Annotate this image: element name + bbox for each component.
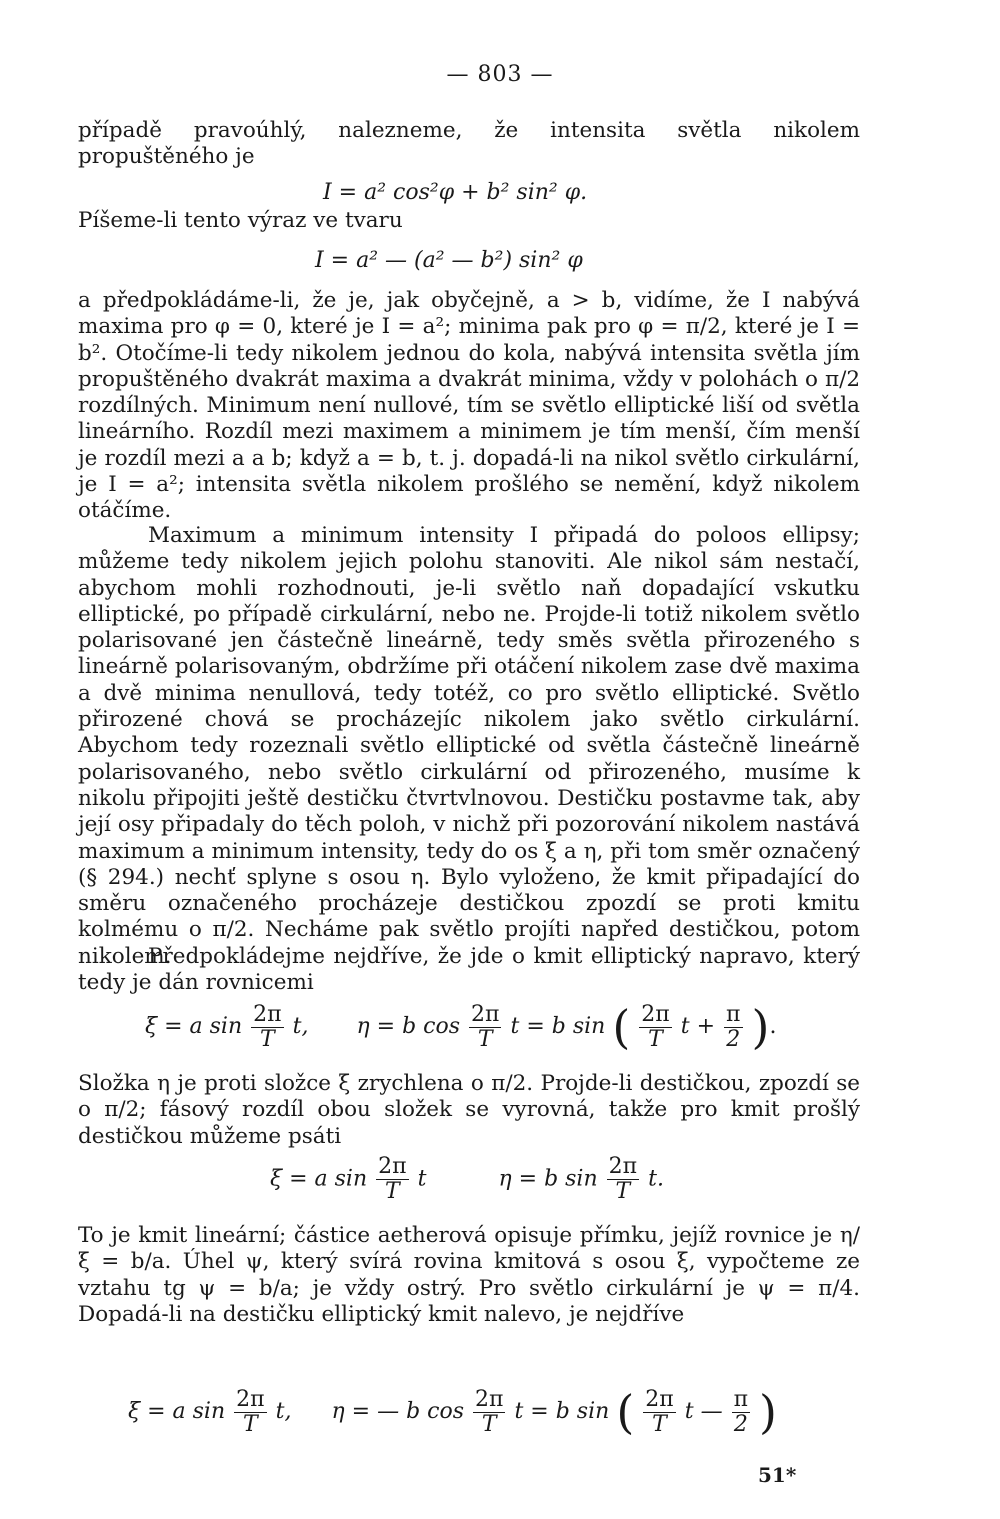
eq5-frac-3-den: T <box>652 1411 667 1437</box>
eq5-frac-4 <box>732 1388 750 1437</box>
eq3-eta-lhs: η = b cos <box>356 1014 461 1039</box>
eq4-frac-1-den: T <box>385 1179 400 1204</box>
eq5-mid: t = b sin <box>514 1399 610 1424</box>
equation-linear-result <box>270 1155 1000 1204</box>
eq5-frac-2-num: 2π <box>475 1386 504 1412</box>
eq3-end: . <box>769 1014 777 1039</box>
eq3-frac-1-den: T <box>260 1026 275 1052</box>
paragraph-7: To je kmit lineární; částice aetherová opisuje přímku, jejíž rovnice je η/ξ = b/a. Úhel ψ, který svírá rovina kmitová s osou ξ, vypočteme ze vztahu tg ψ = b/a; je vždy ostrý. Pro světlo cirkulární je ψ = π/4. Dopadá-li na destičku elliptický kmit nalevo, je nejdříve <box>78 1223 860 1327</box>
eq3-frac-4 <box>724 1003 742 1052</box>
eq5-frac-2-den: T <box>481 1411 497 1437</box>
eq3-frac-3 <box>639 1003 671 1052</box>
eq4-frac-2-den: T <box>615 1179 631 1204</box>
eq3-paren-open: ( <box>612 1000 631 1054</box>
page-number: — 803 — <box>446 62 554 87</box>
eq3-frac-1-num: 2π <box>253 1001 282 1027</box>
eq3-paren-close: ) <box>751 1000 770 1054</box>
eq5-frac-1-den: T <box>243 1411 258 1437</box>
eq3-frac-2-den: T <box>477 1026 493 1052</box>
paragraph-1: případě pravoúhlý, nalezneme, že intensita světla nikolem propuštěného je <box>78 118 860 170</box>
eq4-t1: t <box>417 1166 427 1192</box>
paragraph-3: a předpokládáme-li, že je, jak obyčejně, a > b, vidíme, že I nabývá maxima pro φ = 0, které je I = a²; minima pak pro φ = π/2, které je I = b². Otočíme-li tedy nikolem jednou do kola, nabývá intensita světla jím propuštěného dvakrát maxima a dvakrát minima, vždy v polohách o π/2 rozdílných. Minimum není nullové, tím se světlo elliptické liší od světla lineárního. Rozdíl mezi maximem a minimem je tím menší, čím menší je rozdíl mezi a a b; když a = b, t. j. dopadá-li na nikol světlo cirkulární, je I = a²; intensita světla nikolem prošlého se nemění, když nikolem otáčíme. <box>78 288 860 524</box>
eq3-t2: t + <box>680 1014 716 1039</box>
eq5-t2: t — <box>684 1399 723 1424</box>
eq3-frac-2-num: 2π <box>471 1001 500 1027</box>
eq4-frac-2-num: 2π <box>608 1154 638 1179</box>
eq5-frac-1-num: 2π <box>236 1386 265 1412</box>
eq3-frac-3-num: 2π <box>641 1001 670 1027</box>
eq4-frac-2 <box>607 1155 639 1204</box>
eq5-frac-4-num: π <box>733 1386 749 1412</box>
eq4-t2: t. <box>648 1166 664 1192</box>
eq3-frac-4-den: 2 <box>726 1026 741 1052</box>
paragraph-2: Píšeme-li tento výraz ve tvaru <box>78 208 403 233</box>
eq3-frac-4-num: π <box>726 1001 741 1027</box>
paragraph-4: Maximum a minimum intensity I připadá do poloos ellipsy; můžeme tedy nikolem jejich polohu stanoviti. Ale nikol sám nestačí, abychom mohli rozhodnouti, je-li světlo naň dopadající vskutku elliptické, po případě cirkulární, nebo ne. Projde-li totiž nikolem světlo polarisované jen částečně lineárně, tedy směs světla přirozeného s lineárně polarisovaným, obdržíme při otáčení nikolem zase dvě maxima a dvě minima nenullová, tedy totéž, co pro světlo elliptické. Světlo přirozené chová se procházejíc nikolem jako světlo cirkulární. Abychom tedy rozeznali světlo elliptické od světla částečně lineárně polarisovaného, nebo světlo cirkulární od přirozeného, musíme k nikolu připojiti ještě destičku čtvrtvlnovou. Destičku postavme tak, aby její osy připadaly do těch poloh, v nichž při pozorování nikolem nastává maximum a minimum intensity, tedy do os ξ a η, při tom směr označený (§ 294.) nechť splyne s osou η. Bylo vyloženo, že kmit připadající do směru označeného procházeje destičkou zpozdí se proti kmitu kolmému o π/2. Necháme pak světlo projíti napřed destičkou, potom nikolem. <box>78 523 860 969</box>
equation-intensity-rewritten: I = a² — (a² — b²) sin² φ <box>315 248 583 273</box>
equation-right-elliptic <box>145 1000 927 1054</box>
eq3-mid: t = b sin <box>510 1014 606 1039</box>
eq5-t1: t, <box>275 1399 292 1424</box>
equation-left-elliptic <box>128 1385 910 1439</box>
eq5-xi-lhs: ξ = a sin <box>128 1399 226 1424</box>
eq5-paren-close: ) <box>759 1385 777 1439</box>
eq5-frac-4-den: 2 <box>733 1411 748 1437</box>
eq4-frac-1-num: 2π <box>378 1154 407 1179</box>
paragraph-5: Předpokládejme nejdříve, že jde o kmit elliptický napravo, který tedy je dán rovnicemi <box>78 944 860 996</box>
eq5-frac-1 <box>234 1388 266 1437</box>
eq5-frac-3 <box>643 1388 675 1437</box>
paragraph-6: Složka η je proti složce ξ zrychlena o π/2. Projde-li destičkou, zpozdí se o π/2; fásový rozdíl obou složek se vyrovná, takže pro kmit prošlý destičkou můžeme psáti <box>78 1071 860 1149</box>
eq5-frac-3-num: 2π <box>645 1386 674 1412</box>
eq5-paren-open: ( <box>616 1385 635 1439</box>
eq3-frac-2 <box>469 1003 501 1052</box>
eq3-xi-lhs: ξ = a sin <box>145 1014 243 1039</box>
signature-mark: 51* <box>758 1463 797 1487</box>
eq4-xi-lhs: ξ = a sin <box>270 1166 368 1192</box>
eq3-frac-1 <box>251 1003 283 1052</box>
eq4-eta-lhs: η = b sin <box>498 1166 598 1192</box>
eq3-frac-3-den: T <box>648 1026 663 1052</box>
equation-intensity: I = a² cos²φ + b² sin² φ. <box>323 180 588 205</box>
eq4-frac-1 <box>376 1155 408 1204</box>
eq5-eta-lhs: η = — b cos <box>331 1399 464 1424</box>
eq5-frac-2 <box>473 1388 505 1437</box>
eq3-t1: t, <box>292 1014 309 1039</box>
